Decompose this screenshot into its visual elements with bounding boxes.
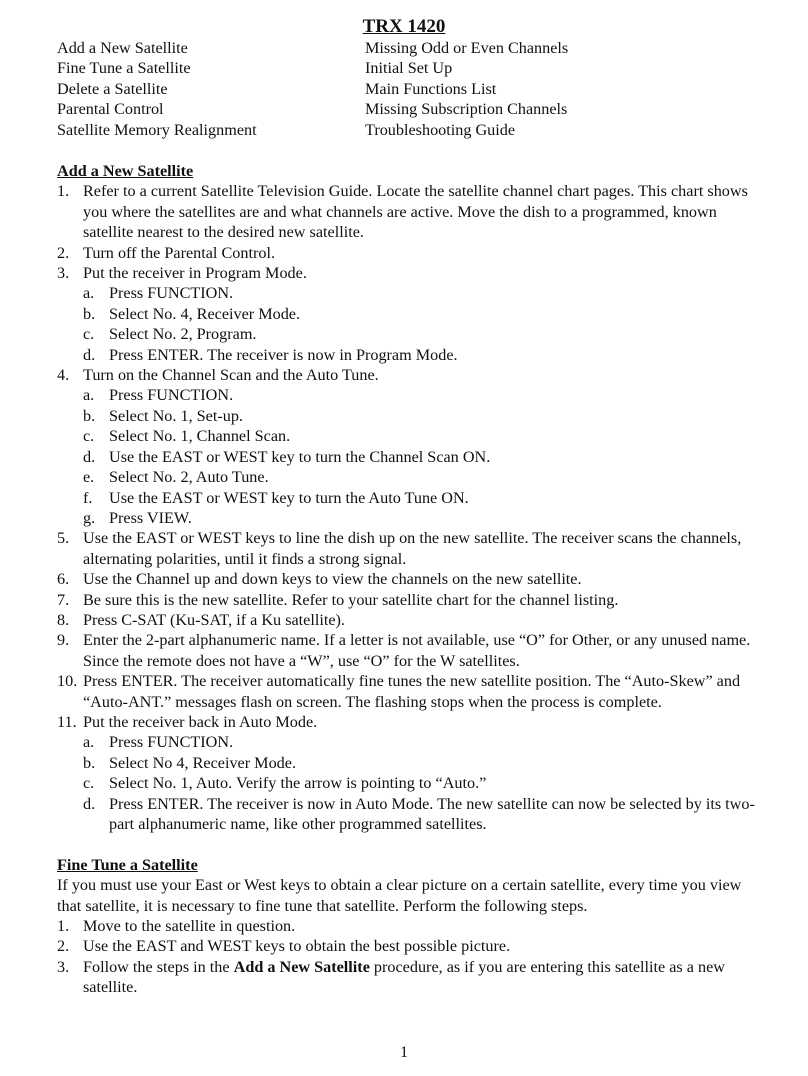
toc-entry: Satellite Memory Realignment [57, 120, 257, 139]
document-body [57, 161, 757, 998]
sub-step-text: Use the EAST or WEST key to turn the Channel Scan ON. [109, 447, 491, 466]
sub-step-text: Select No. 1, Set-up. [109, 406, 243, 425]
toc-row [57, 120, 777, 140]
step-number: 10. [57, 672, 78, 691]
document-title: TRX 1420 [362, 16, 446, 37]
list-item [57, 630, 757, 671]
sub-step-text: Press ENTER. The receiver is now in Auto Mode. The new satellite can now be selected by its two-part alphanumeric name, like other programmed satellites. [109, 794, 755, 833]
sub-step-letter: b. [83, 753, 96, 772]
list-item [57, 610, 757, 630]
sub-list-item [57, 773, 757, 793]
toc-entry: Troubleshooting Guide [365, 120, 516, 139]
toc-row [57, 38, 777, 58]
step-text: Use the EAST and WEST keys to obtain the best possible picture. [83, 937, 511, 956]
sub-step-text: Select No. 4, Receiver Mode. [109, 304, 301, 323]
sub-step-letter: f. [83, 488, 93, 507]
sub-step-text: Press VIEW. [109, 508, 192, 527]
sub-step-letter: c. [83, 774, 95, 793]
sub-step-letter: b. [83, 406, 96, 425]
sub-step-text: Press FUNCTION. [109, 386, 234, 405]
sub-step-letter: b. [83, 304, 96, 323]
step-text: Use the EAST or WEST keys to line the dish up on the new satellite. The receiver scans the channels, alternating polarities, until it finds a strong signal. [83, 529, 742, 568]
add-satellite-steps [57, 181, 757, 834]
sub-step-text: Press ENTER. The receiver is now in Program Mode. [109, 345, 458, 364]
sub-list-item [57, 283, 757, 303]
step-text: Press ENTER. The receiver automatically fine tunes the new satellite position. The “Auto-Skew” and “Auto-ANT.” messages flash on screen. The flashing stops when the process is complete. [83, 672, 741, 711]
step-text: Press C-SAT (Ku-SAT, if a Ku satellite). [83, 610, 345, 629]
sub-list-item [57, 467, 757, 487]
step-text: Put the receiver in Program Mode. [83, 264, 307, 283]
sub-step-text: Select No. 2, Program. [109, 325, 257, 344]
step-text: Turn on the Channel Scan and the Auto Tune. [83, 366, 379, 385]
section-heading-fine-tune: Fine Tune a Satellite [57, 855, 198, 874]
table-of-contents [57, 38, 777, 140]
step-number: 2. [57, 937, 70, 956]
toc-entry: Delete a Satellite [57, 79, 168, 98]
list-item [57, 263, 757, 283]
sub-list-item [57, 753, 757, 773]
sub-step-letter: a. [83, 284, 95, 303]
toc-entry: Parental Control [57, 100, 164, 119]
sub-step-text: Select No. 2, Auto Tune. [109, 468, 269, 487]
toc-entry: Main Functions List [365, 79, 497, 98]
step-number: 6. [57, 570, 70, 589]
step-text: Turn off the Parental Control. [83, 243, 275, 262]
list-item [57, 916, 757, 936]
sub-list-item [57, 345, 757, 365]
sub-list-item [57, 447, 757, 467]
step-number: 5. [57, 529, 70, 548]
sub-step-text: Press FUNCTION. [109, 284, 234, 303]
sub-step-text: Select No. 1, Auto. Verify the arrow is pointing to “Auto.” [109, 774, 487, 793]
step-number: 3. [57, 957, 70, 976]
sub-list-item [57, 304, 757, 324]
fine-tune-intro: If you must use your East or West keys to obtain a clear picture on a certain satellite, every time you view that satellite, it is necessary to fine tune that satellite. Perform the following steps. [57, 876, 742, 915]
toc-row [57, 99, 777, 119]
step-text: Enter the 2-part alphanumeric name. If a letter is not available, use “O” for Other, or any unused name. Since the remote does not have a “W”, use “O” for the W satellites. [83, 631, 751, 670]
sub-step-letter: a. [83, 733, 95, 752]
step-number: 8. [57, 610, 70, 629]
step-text: Use the Channel up and down keys to view the channels on the new satellite. [83, 570, 582, 589]
sub-list-item [57, 426, 757, 446]
fine-tune-steps [57, 916, 757, 998]
sub-step-letter: e. [83, 468, 95, 487]
toc-entry: Missing Subscription Channels [365, 100, 568, 119]
sub-step-letter: d. [83, 345, 96, 364]
page-number: 1 [399, 1043, 409, 1061]
list-item [57, 569, 757, 589]
step-number: 2. [57, 243, 70, 262]
step-text: Follow the steps in the [83, 957, 234, 976]
sub-step-letter: g. [83, 508, 96, 527]
sub-list-item [57, 732, 757, 752]
step-number: 9. [57, 631, 70, 650]
list-item [57, 181, 757, 242]
step-text: procedure, as if you are entering this satellite as a new satellite. [83, 957, 725, 997]
list-item [57, 365, 757, 385]
step-number: 3. [57, 264, 70, 283]
sub-list-item [57, 324, 757, 344]
sub-list-item [57, 794, 757, 835]
toc-entry: Fine Tune a Satellite [57, 59, 191, 78]
list-item [57, 528, 757, 569]
toc-entry: Missing Odd or Even Channels [365, 39, 569, 57]
step-number: 1. [57, 182, 70, 201]
step-text: Move to the satellite in question. [83, 917, 296, 936]
sub-step-text: Select No 4, Receiver Mode. [109, 753, 296, 772]
step-number: 1. [57, 917, 70, 936]
toc-row [57, 79, 777, 99]
step-number: 4. [57, 366, 70, 385]
sub-step-letter: c. [83, 325, 95, 344]
sub-list-item [57, 508, 757, 528]
list-item [57, 243, 757, 263]
step-text-bold: Add a New Satellite [233, 957, 370, 976]
sub-step-text: Press FUNCTION. [109, 733, 234, 752]
toc-row [57, 58, 777, 78]
step-text: Refer to a current Satellite Television Guide. Locate the satellite channel chart pages. This chart shows you where the satellites are and what channels are active. Move the dish to a programmed, known satellite nearest to the desired new satellite. [83, 182, 748, 242]
step-number: 11. [57, 712, 77, 731]
sub-list-item [57, 385, 757, 405]
list-item [57, 957, 757, 998]
step-number: 7. [57, 590, 70, 609]
list-item [57, 671, 757, 712]
sub-list-item [57, 406, 757, 426]
list-item [57, 936, 757, 956]
sub-step-text: Select No. 1, Channel Scan. [109, 427, 291, 446]
sub-list-item [57, 488, 757, 508]
sub-step-letter: a. [83, 386, 95, 405]
list-item [57, 590, 757, 610]
sub-step-letter: d. [83, 447, 96, 466]
toc-entry: Initial Set Up [365, 59, 453, 78]
list-item [57, 712, 757, 732]
section-heading-add-satellite: Add a New Satellite [57, 162, 194, 180]
step-text: Put the receiver back in Auto Mode. [83, 712, 318, 731]
sub-step-letter: d. [83, 794, 96, 813]
sub-step-letter: c. [83, 427, 95, 446]
sub-step-text: Use the EAST or WEST key to turn the Auto Tune ON. [109, 488, 469, 507]
toc-entry: Add a New Satellite [57, 39, 188, 57]
step-text: Be sure this is the new satellite. Refer to your satellite chart for the channel listing. [83, 590, 619, 609]
